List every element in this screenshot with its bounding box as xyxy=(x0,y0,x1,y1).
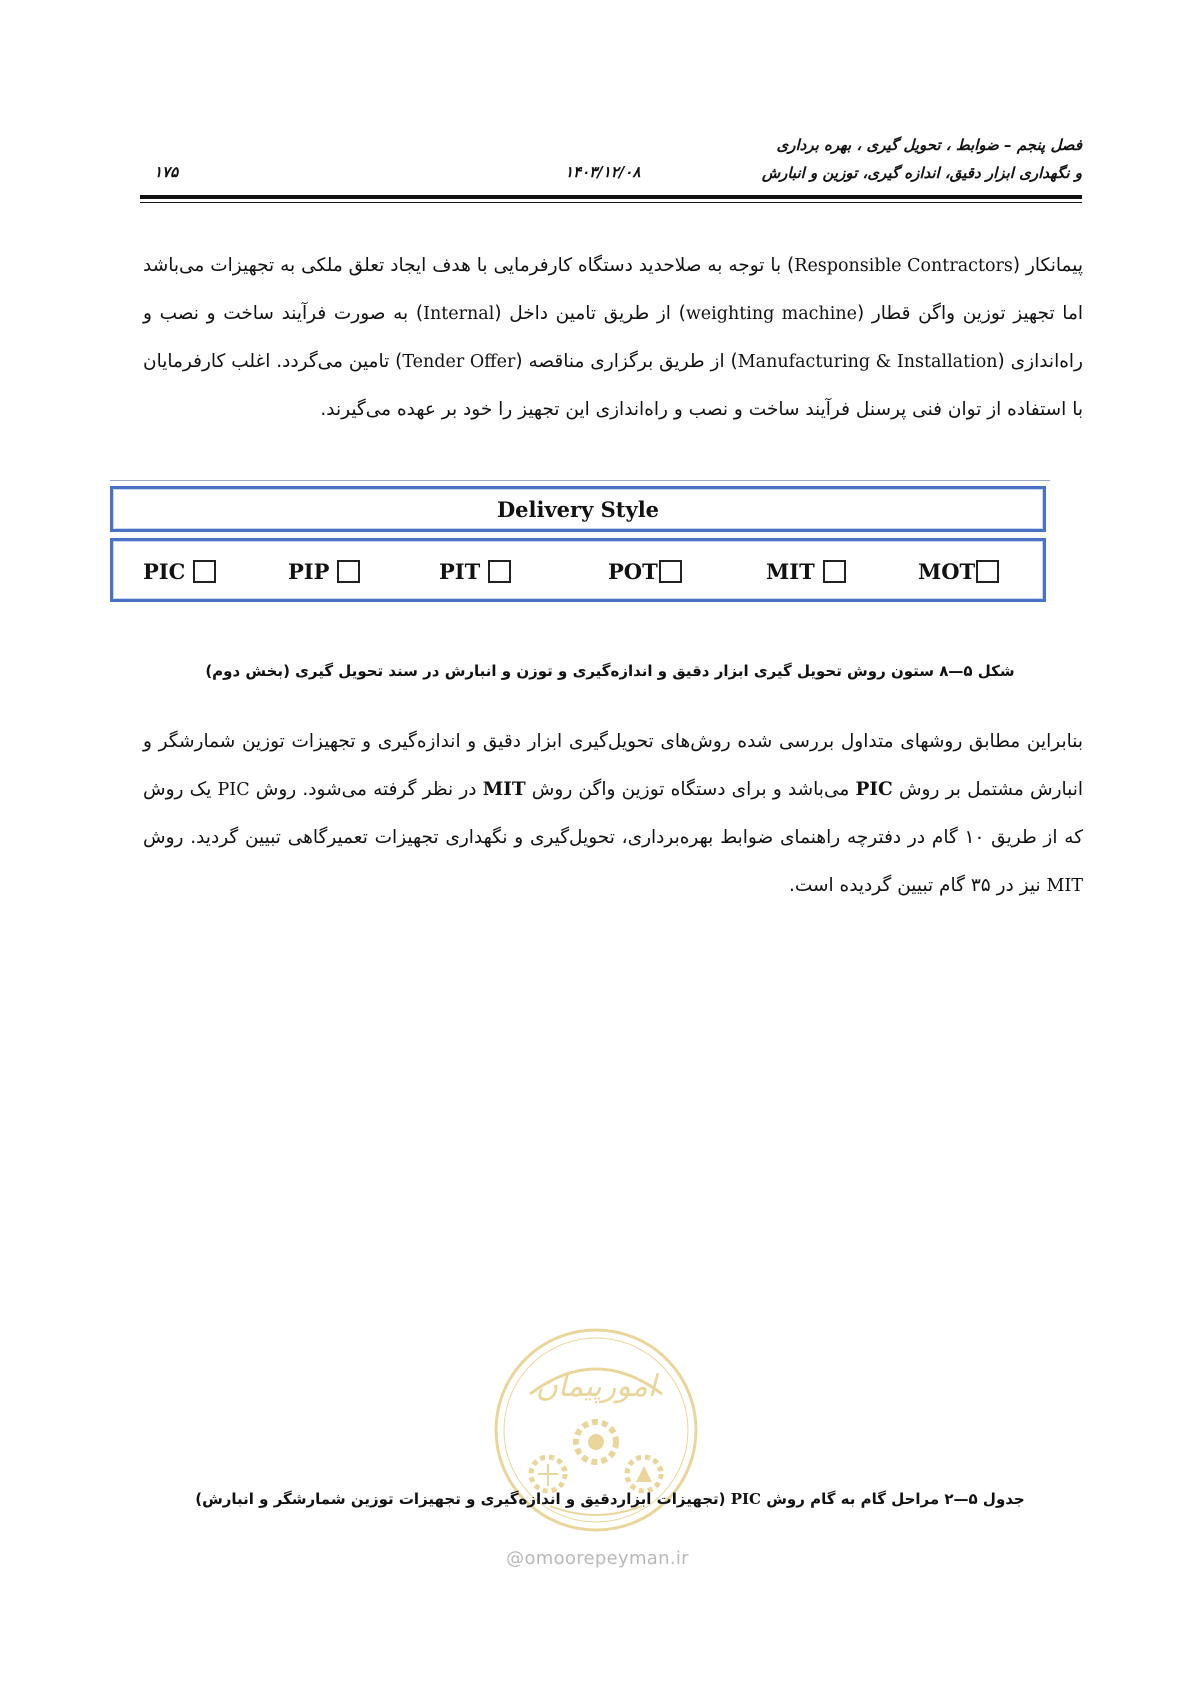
figure-caption: شکل ۵—۸ ستون روش تحویل گیری ابزار دقیق و اندازه‌گیری و توزن و انبارش در سند تحویل گیری (بخش دوم) xyxy=(205,662,1015,680)
page-header xyxy=(140,125,1082,210)
header-date: ۱۴۰۳/۱۲/۰۸ xyxy=(565,163,641,181)
table-caption xyxy=(140,1490,1080,1508)
chapter-title-line1: فصل پنجم – ضوابط ، تحویل گیری ، بهره برداری xyxy=(776,136,1082,154)
text-span: می‌باشد و برای دستگاه توزین واگن روش xyxy=(525,779,856,800)
form-top-line xyxy=(110,480,1050,481)
body-paragraph-1 xyxy=(143,242,1083,434)
header-rule-thin xyxy=(140,202,1082,203)
latin-term: PIC xyxy=(217,780,250,800)
option-mit[interactable] xyxy=(766,554,846,588)
bold-term: PIC xyxy=(730,1490,761,1508)
latin-term: Responsible Contractors xyxy=(794,256,1013,276)
option-label: PIP xyxy=(288,558,330,584)
chapter-title xyxy=(762,131,1082,187)
checkbox[interactable] xyxy=(823,560,846,583)
delivery-style-options xyxy=(110,538,1046,602)
option-pip[interactable] xyxy=(288,554,360,588)
option-label: MIT xyxy=(766,558,815,584)
text-span: نیز در ۳۵ گام تبیین گردیده است. xyxy=(788,875,1047,896)
option-label: POT xyxy=(608,558,658,584)
header-rule-thick xyxy=(140,195,1082,199)
text-span: ) به صورت فرآیند ساخت و نصب و راه‌اندازی ( xyxy=(143,303,1083,372)
body-paragraph-2 xyxy=(143,718,1083,910)
option-pit[interactable] xyxy=(439,554,511,588)
checkbox[interactable] xyxy=(488,560,511,583)
text-span: یک روش که از طریق ۱۰ گام در دفترچه راهنمای ضوابط بهره‌برداری، تحویل‌گیری و نگهداری تجهیزات تعمیرگاهی تبیین گردید. روش xyxy=(143,779,1083,848)
option-label: PIC xyxy=(143,558,186,584)
text-span: در نظر گرفته می‌شود. روش xyxy=(249,779,483,800)
watermark-logo-text: امورپیمان xyxy=(535,1369,657,1404)
option-label: MOT xyxy=(918,558,976,584)
text-span: (تجهیزات ابزاردقیق و اندازه‌گیری و تجهیزات توزین شمارشگر و انبارش) xyxy=(195,1490,731,1508)
checkbox[interactable] xyxy=(337,560,360,583)
text-span: جدول ۵—۲ مراحل گام به گام روش xyxy=(761,1490,1025,1508)
chapter-title-line2: و نگهداری ابزار دقیق، اندازه گیری، توزین و انبارش xyxy=(761,164,1082,182)
page-number: ۱۷۵ xyxy=(154,163,179,181)
text-span: ) از طریق تامین داخل ( xyxy=(494,303,686,324)
option-label: PIT xyxy=(439,558,481,584)
text-span: ) با توجه به صلاحدید دستگاه کارفرمایی با هدف ایجاد تعلق ملکی به تجهیزات می‌باشد اما تجهیز توزین واگن قطار ( xyxy=(143,255,1083,324)
checkbox[interactable] xyxy=(659,560,682,583)
latin-term: Tender Offer xyxy=(402,352,516,372)
text-span: ) تامین می‌گردد. اغلب کارفرمایان با استفاده از توان فنی پرسنل فرآیند ساخت و نصب و راه‌اندازی این تجهیز را خود بر عهده می‌گیرند. xyxy=(143,351,1083,420)
watermark-url: @omoorepeyman.ir xyxy=(506,1548,689,1569)
checkbox[interactable] xyxy=(976,560,999,583)
bold-term: MIT xyxy=(482,779,526,800)
delivery-style-title: Delivery Style xyxy=(110,486,1046,532)
text-span: بنابراین مطابق روشهای متداول بررسی شده روش‌های تحویل‌گیری ابزار دقیق و اندازه‌گیری و تجهیزات توزین شمارشگر و انبارش مشتمل بر روش xyxy=(143,731,1084,800)
bold-term: PIC xyxy=(855,779,893,800)
latin-term: Internal xyxy=(423,304,495,324)
latin-term: weighting machine xyxy=(685,304,857,324)
latin-term: MIT xyxy=(1046,876,1083,896)
latin-term: Manufacturing & Installation xyxy=(737,352,998,372)
option-mot[interactable] xyxy=(918,554,999,588)
option-pot[interactable] xyxy=(608,554,682,588)
checkbox[interactable] xyxy=(193,560,216,583)
text-span: پیمانکار ( xyxy=(1012,255,1083,276)
option-pic[interactable] xyxy=(143,554,216,588)
text-span: ) از طریق برگزاری مناقصه ( xyxy=(515,351,738,372)
